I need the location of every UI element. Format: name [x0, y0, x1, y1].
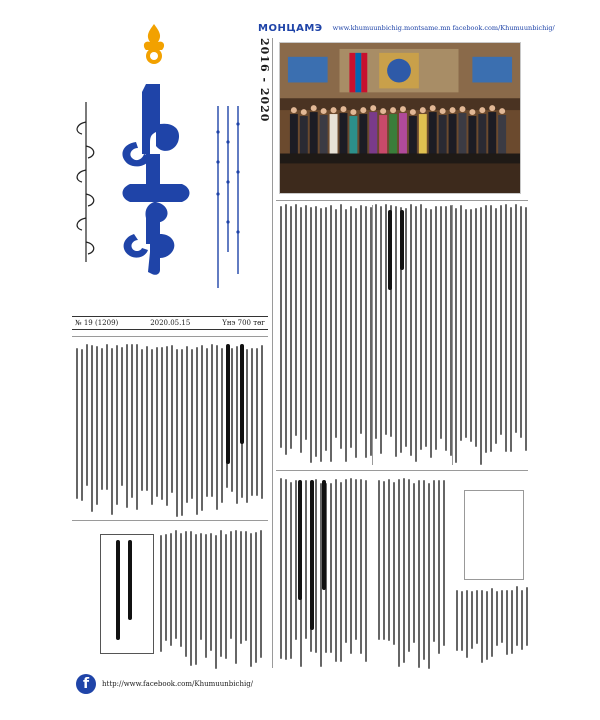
headline-script: [400, 210, 404, 270]
text-line: [515, 204, 517, 433]
text-line: [405, 208, 407, 447]
text-line: [433, 480, 435, 642]
text-line: [355, 208, 357, 458]
text-line: [385, 204, 387, 435]
text-line: [350, 206, 352, 448]
text-line: [430, 209, 432, 458]
text-line: [186, 346, 188, 503]
text-line: [131, 344, 133, 498]
text-line: [290, 482, 292, 659]
text-line: [403, 478, 405, 663]
text-line: [315, 479, 317, 653]
headline-script: [128, 540, 132, 620]
text-line: [496, 591, 498, 646]
issue-price: Үнэ 700 төг: [222, 319, 265, 327]
issue-number: № 19 (1209): [75, 319, 119, 327]
text-line: [256, 348, 258, 496]
soyombo-flame-icon: [134, 22, 174, 66]
text-line: [475, 208, 477, 447]
text-line: [165, 534, 167, 641]
text-line: [491, 588, 493, 657]
text-line: [486, 591, 488, 660]
text-line: [511, 590, 513, 654]
text-line: [171, 345, 173, 493]
text-line: [420, 204, 422, 450]
text-line: [500, 205, 502, 435]
text-line: [251, 348, 253, 496]
text-line: [121, 347, 123, 486]
text-line: [413, 483, 415, 643]
text-line: [410, 204, 412, 456]
text-line: [86, 344, 88, 486]
divider-horizontal: [72, 336, 268, 337]
divider-vertical: [452, 205, 453, 465]
text-line: [285, 204, 287, 455]
text-line: [200, 533, 202, 640]
text-line: [350, 478, 352, 654]
headline-vertical: [257, 38, 271, 458]
text-line: [111, 348, 113, 515]
text-line: [425, 208, 427, 447]
newspaper-title-logo: [116, 84, 196, 276]
text-line: [161, 347, 163, 500]
text-line: [225, 534, 227, 659]
text-line: [476, 590, 478, 644]
text-line: [170, 533, 172, 646]
text-line: [181, 349, 183, 516]
text-line: [81, 349, 83, 501]
text-line: [525, 207, 527, 451]
text-line: [295, 204, 297, 436]
left-script-ornament: [68, 102, 104, 272]
masthead: [258, 20, 588, 36]
text-line: [501, 590, 503, 643]
text-line: [408, 479, 410, 652]
text-line: [435, 206, 437, 450]
text-line: [285, 479, 287, 660]
text-line: [211, 344, 213, 497]
text-line: [191, 349, 193, 499]
footer: [76, 672, 253, 696]
text-line: [521, 590, 523, 650]
text-line: [305, 205, 307, 440]
text-line: [516, 586, 518, 646]
masthead-links[interactable]: www.khumuunbichig.montsame.mn facebook.com/Khumuunbichig/: [332, 24, 555, 32]
text-line: [440, 206, 442, 439]
sidebar-box: [464, 490, 524, 580]
text-line: [375, 204, 377, 439]
text-line: [320, 208, 322, 462]
headline-script: [388, 210, 392, 290]
text-line: [221, 348, 223, 503]
text-line: [300, 207, 302, 453]
text-line: [378, 480, 380, 640]
text-line: [335, 479, 337, 662]
text-line: [445, 206, 447, 451]
text-line: [260, 530, 262, 658]
text-line: [201, 345, 203, 511]
text-line: [481, 590, 483, 663]
headline-script: [226, 344, 230, 464]
text-line: [240, 531, 242, 644]
sidebar-box: [100, 534, 154, 654]
text-line: [210, 533, 212, 651]
headline-script: [116, 540, 120, 640]
text-line: [370, 207, 372, 456]
text-line: [340, 482, 342, 662]
text-line: [106, 344, 108, 490]
text-line: [96, 346, 98, 505]
text-line: [465, 209, 467, 438]
text-line: [290, 206, 292, 449]
text-line: [261, 345, 263, 499]
text-line: [415, 206, 417, 462]
text-line: [205, 534, 207, 658]
text-line: [355, 479, 357, 640]
text-line: [393, 482, 395, 645]
text-line: [246, 349, 248, 503]
divider-horizontal: [276, 200, 528, 201]
text-line: [456, 590, 458, 651]
text-line: [91, 345, 93, 512]
text-line: [388, 479, 390, 641]
text-line: [280, 478, 282, 659]
headline-script: [322, 480, 326, 590]
text-line: [510, 207, 512, 452]
text-line: [305, 480, 307, 639]
text-line: [295, 480, 297, 640]
text-line: [423, 480, 425, 660]
divider-horizontal: [72, 520, 268, 521]
text-line: [196, 347, 198, 515]
headline-dates: 2016 - 2020: [258, 38, 271, 123]
text-line: [141, 349, 143, 491]
text-line: [310, 207, 312, 463]
text-line: [280, 206, 282, 448]
text-line: [398, 479, 400, 667]
text-line: [325, 207, 327, 451]
text-line: [438, 480, 440, 654]
text-line: [383, 481, 385, 640]
text-line: [485, 205, 487, 453]
issue-date: 2020.05.15: [150, 319, 191, 327]
text-line: [136, 344, 138, 510]
text-line: [428, 483, 430, 669]
text-line: [101, 348, 103, 490]
text-line: [335, 209, 337, 438]
text-line: [455, 208, 457, 463]
text-line: [230, 531, 232, 639]
text-line: [190, 531, 192, 666]
text-line: [206, 348, 208, 497]
divider-horizontal: [276, 470, 528, 471]
text-line: [185, 531, 187, 657]
text-line: [470, 209, 472, 442]
text-line: [506, 590, 508, 655]
text-line: [460, 205, 462, 441]
text-line: [490, 205, 492, 452]
text-line: [495, 208, 497, 444]
subtitle-script-lines: [210, 102, 250, 292]
text-line: [245, 531, 247, 641]
text-line: [480, 207, 482, 465]
text-line: [220, 530, 222, 657]
text-line: [255, 532, 257, 663]
text-line: [180, 533, 182, 647]
text-line: [505, 204, 507, 452]
text-line: [250, 533, 252, 667]
divider-vertical: [372, 205, 373, 465]
text-line: [215, 535, 217, 669]
text-line: [330, 483, 332, 653]
text-line: [466, 590, 468, 658]
text-line: [315, 206, 317, 457]
facebook-url[interactable]: http://www.facebook.com/Khumuunbichig/: [102, 680, 254, 688]
text-line: [365, 206, 367, 458]
text-line: [231, 348, 233, 492]
headline-script: [310, 480, 314, 630]
text-line: [175, 530, 177, 639]
parliament-group-photo: [279, 42, 521, 194]
text-line: [450, 205, 452, 456]
text-line: [235, 530, 237, 664]
text-line: [526, 587, 528, 646]
text-line: [345, 479, 347, 643]
text-line: [443, 480, 445, 646]
text-line: [195, 534, 197, 665]
issue-info-bar: [72, 316, 268, 330]
brand-logo-text[interactable]: MOHЦАМЭ: [258, 22, 323, 34]
text-line: [176, 349, 178, 517]
text-line: [146, 346, 148, 491]
text-line: [360, 205, 362, 434]
text-line: [395, 206, 397, 457]
text-line: [151, 349, 153, 505]
text-line: [340, 204, 342, 449]
text-line: [345, 209, 347, 462]
text-line: [380, 206, 382, 454]
text-line: [330, 205, 332, 462]
text-line: [156, 347, 158, 497]
text-line: [116, 345, 118, 505]
text-line: [520, 206, 522, 438]
divider-vertical: [272, 38, 273, 668]
text-line: [461, 591, 463, 651]
facebook-icon[interactable]: f: [76, 674, 96, 694]
text-line: [216, 345, 218, 510]
headline-script: [240, 344, 244, 444]
text-line: [365, 480, 367, 662]
text-line: [360, 479, 362, 654]
text-line: [160, 535, 162, 652]
text-line: [76, 348, 78, 499]
text-line: [166, 346, 168, 506]
text-line: [126, 344, 128, 508]
text-line: [236, 346, 238, 504]
text-line: [471, 591, 473, 649]
text-line: [418, 480, 420, 668]
headline-script: [298, 480, 302, 600]
